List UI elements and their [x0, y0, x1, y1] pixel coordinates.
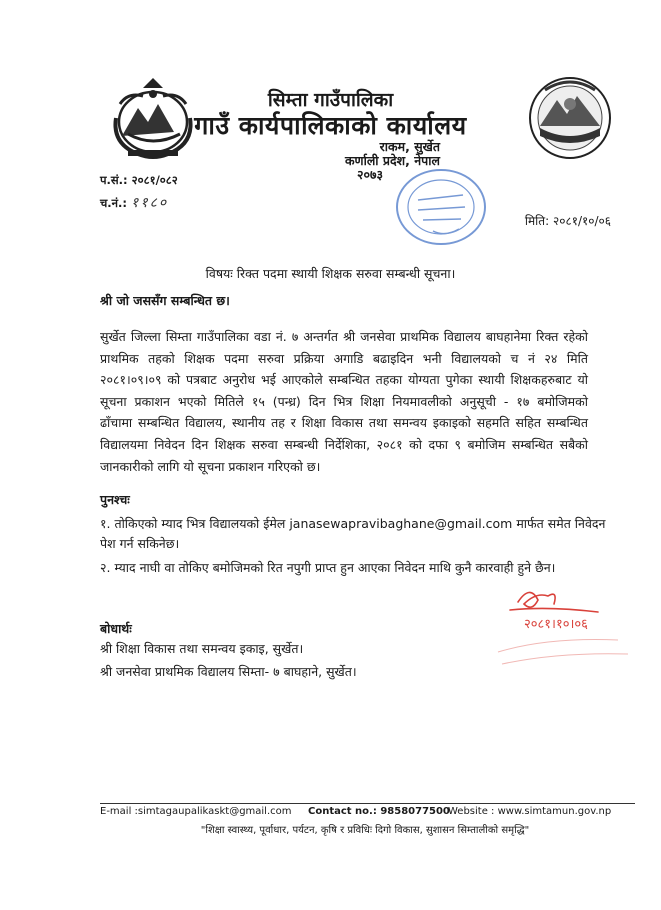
- letter-date: मिति: २०८१/१०/०६: [524, 214, 611, 228]
- cc-heading: बोधार्थः: [100, 621, 132, 636]
- address-line: राकम, सुर्खेत: [379, 139, 440, 154]
- municipality-name: सिम्ता गाउँपालिका: [267, 89, 394, 111]
- footer-divider: [100, 803, 635, 804]
- postscript-item: २. म्याद नाघी वा तोकिए बमोजिमको रित नपुगी प्राप्त हुन आएका निवेदन माथि कुनै कारवाही हुने छैन।: [100, 560, 556, 575]
- postscript-item: [100, 514, 606, 554]
- signature-icon: [488, 582, 638, 677]
- postscript-line: पेश गर्न सकिनेछ।: [100, 536, 180, 551]
- reference-number: प.सं.: २०८१/०८२: [100, 173, 178, 187]
- dispatch-number: [100, 193, 168, 212]
- cc-recipient: श्री जनसेवा प्राथमिक विद्यालय सिम्ता- ७ बाघहाने, सुर्खेत।: [100, 664, 357, 679]
- body-line: सुर्खेत जिल्ला सिम्ता गाउँपालिका वडा नं. ७ अन्तर्गत श्री जनसेवा प्राथमिक विद्यालय बाघहानेमा रिक्त रहेको: [100, 329, 588, 344]
- cc-recipient: श्री शिक्षा विकास तथा समन्वय इकाइ, सुर्खेत।: [100, 641, 304, 656]
- official-stamp-icon: [393, 165, 488, 247]
- postscript-line: १. तोकिएको म्याद भित्र विद्यालयको ईमेल janasewapravibaghane@gmail.com मार्फत समेत निवेदन: [100, 516, 606, 531]
- dispatch-label: च.नं.:: [100, 196, 128, 210]
- dispatch-value: ११८०: [131, 195, 169, 211]
- body-line: जानकारीको लागि यो सूचना प्रकाशन गरिएको छ।: [100, 458, 321, 474]
- footer-website[interactable]: Website : www.simtamun.gov.np: [448, 806, 612, 817]
- footer-email[interactable]: E-mail :simtagaupalikaskt@gmail.com: [100, 806, 292, 817]
- subject-line: विषयः रिक्त पदमा स्थायी शिक्षक सरुवा सम्बन्धी सूचना।: [205, 266, 456, 281]
- postscript-heading: पुनश्चः: [100, 492, 130, 507]
- body-line: २०८१।०९।०९ को पत्रबाट अनुरोध भई आएकोले सम्बन्धित तहका योग्यता पुगेका स्थायी शिक्षकहरुबाट यो: [100, 372, 588, 388]
- salutation: श्री जो जससँग सम्बन्धित छ।: [100, 293, 230, 308]
- footer-motto: "शिक्षा स्वास्थ्य, पूर्वाधार, पर्यटन, कृषि र प्रविधिः दिगो विकास, सुशासन सिम्तालीको समृद्धि": [200, 825, 530, 836]
- notice-body: [100, 326, 588, 477]
- body-line: सूचना प्रकाशन भएको मितिले १५ (पन्ध्र) दिन भित्र शिक्षा नियमावलीको अनुसूची - १७ बमोजिमको: [100, 393, 588, 409]
- body-line: विद्यालयमा निवेदन दिन शिक्षक सरुवा सम्बन्धी निर्देशिका, २०८१ को दफा ९ बमोजिम सम्बन्धित सबैको: [100, 436, 588, 452]
- address-line: कर्णाली प्रदेश, नेपाल: [344, 153, 440, 168]
- address-line: २०७३: [356, 167, 383, 182]
- body-line: ढाँचामा सम्बन्धित विद्यालय, स्थानीय तह र शिक्षा विकास तथा समन्वय इकाइको सहमति सहित सम्बन्धित: [100, 415, 588, 431]
- signature-date: २०८१।१०।०६: [524, 617, 588, 632]
- footer-contact: Contact no.: 9858077500: [308, 806, 450, 817]
- office-title: गाउँ कार्यपालिकाको कार्यालय: [194, 111, 467, 140]
- body-line: प्राथमिक तहको शिक्षक पदमा सरुवा प्रक्रिया अगाडि बढाइदिन भनी विद्यालयको च नं २४ मिति: [100, 350, 588, 366]
